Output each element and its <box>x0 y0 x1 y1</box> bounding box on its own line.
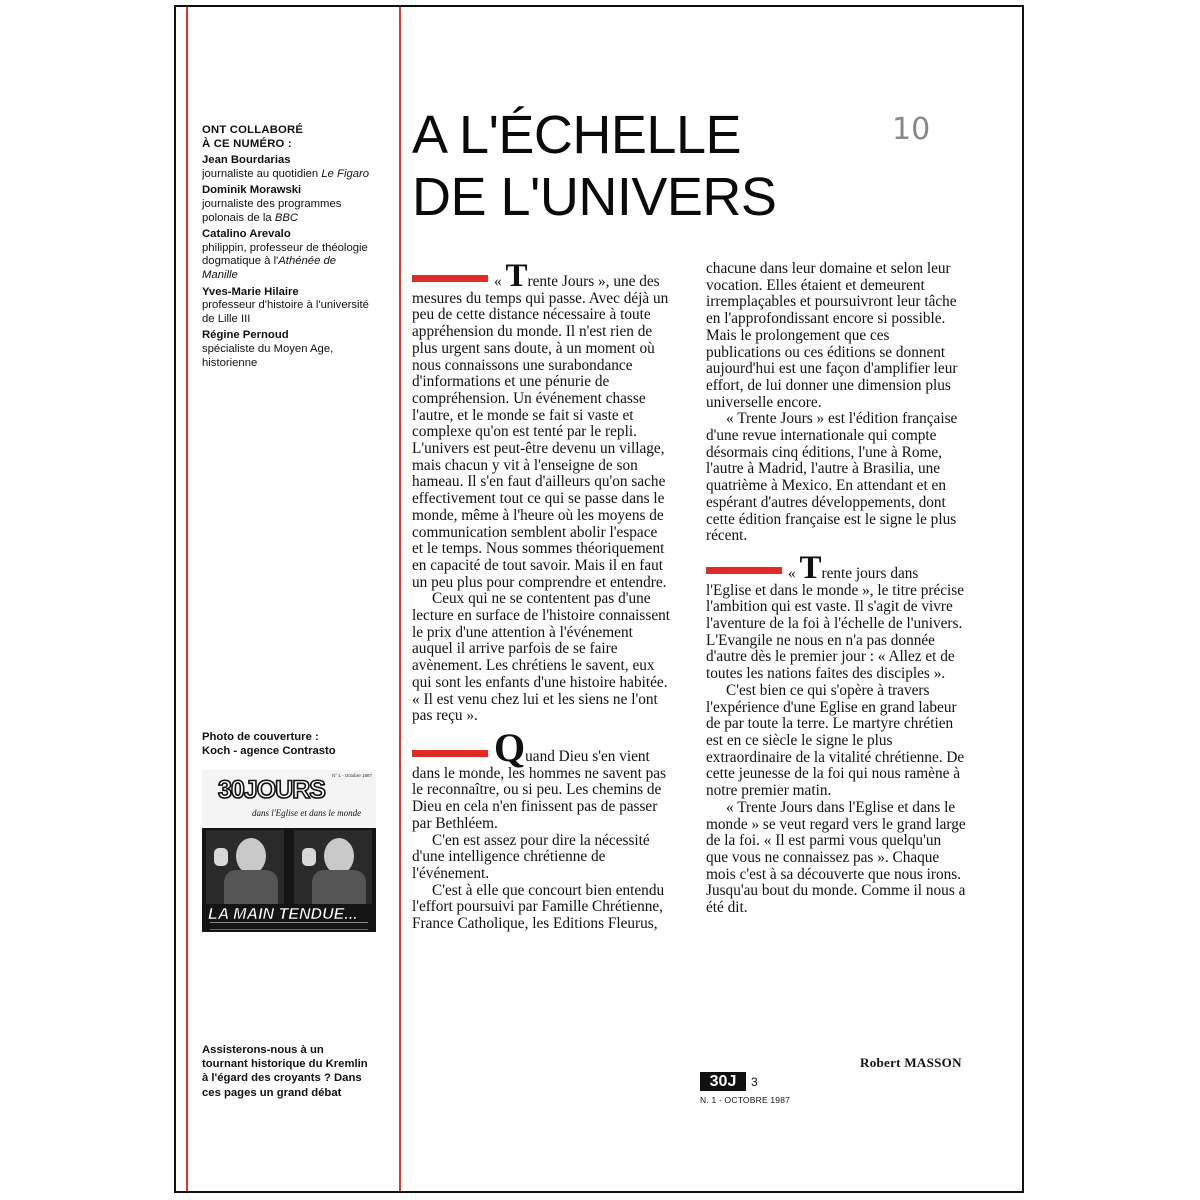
paragraph: « Trente Jours » est l'édition française d'une revue internationale qui compte désormais cinq éditions, l'une à Rome, l'autre à Madrid, l'autre à Brasilia, une quatrième à Mexico. En attendant et en espérant d'autres développements, dont cette édition française est le signe le plus récent. <box>706 410 958 545</box>
contributor-entry <box>202 286 374 327</box>
cover-caption: Assisterons-nous à un tournant historique du Kremlin à l'égard des croyants ? Dans ces pages un grand débat <box>202 1044 368 1099</box>
article-column-2 <box>706 261 966 917</box>
paragraph: chacune dans leur domaine et selon leur vocation. Elles étaient et demeurent irremplaçables et poursuivront leur tâche en l'approfondissant encore si possible. <box>706 260 957 328</box>
author-signature: Robert MASSON <box>860 1055 962 1070</box>
article-column-1 <box>412 258 672 933</box>
footer-logo: 30J <box>700 1072 746 1091</box>
cover-small-print <box>210 922 368 930</box>
contributor-description: spécialiste du Moyen Age, historienne <box>202 342 334 369</box>
contributor-name: Dominik Morawski <box>202 184 302 197</box>
left-red-rule <box>186 7 188 1191</box>
drop-cap: Q <box>494 724 526 770</box>
handwritten-number: 10 <box>892 112 931 147</box>
contributor-description: philippin, professeur de théologie dogmatique à l'Athénée de Manille <box>202 241 368 281</box>
contributor-name: Catalino Arevalo <box>202 228 291 241</box>
paragraph: « Trente Jours dans l'Eglise et dans le monde » se veut regard vers le grand large de la foi. « Il est parmi vous quelqu'un que vous ne connaissez pas ». Chaque mois c'est à sa découverte que nous irons. Jusqu'au bout du monde. Comme il nous a été dit. <box>706 798 966 917</box>
red-section-bar <box>706 567 782 574</box>
cover-date: N° 1 - Octobre 1987 <box>331 773 372 778</box>
magazine-cover-thumbnail <box>202 770 376 932</box>
paragraph: Ceux qui ne se contentent pas d'une lecture en surface de l'histoire connaissent le prix d'une attention à l'événement auquel il arrive parfois de se faire avènement. Les chrétiens le savent, eux qui sont les enfants d'une histoire habitée. « Il est venu chez lui et les siens ne l'ont pas reçu ». <box>412 590 671 725</box>
paragraph: C'en est assez pour dire la nécessité d'une intelligence chrétienne de l'événement. <box>412 831 650 882</box>
contributor-entry <box>202 184 374 225</box>
column-red-rule <box>399 7 401 1191</box>
cover-photo-right <box>294 830 372 904</box>
contributor-entry <box>202 154 374 181</box>
red-section-bar <box>412 275 488 282</box>
contributors-sidebar <box>202 124 374 370</box>
contributor-description: journaliste au quotidien Le Figaro <box>202 167 370 180</box>
paragraph: Mais le prolongement que ces publications ou ces éditions se donnent aujourd'hui est une façon d'amplifier leur effort, de lui donner une dimension plus universelle encore. <box>706 326 958 411</box>
issue-info: N. 1 - OCTOBRE 1987 <box>700 1095 791 1105</box>
article-title: A L'ÉCHELLE DE L'UNIVERS <box>412 105 777 227</box>
contributor-entry <box>202 228 374 282</box>
drop-cap: T <box>799 549 822 586</box>
contributor-name: Yves-Marie Hilaire <box>202 285 299 298</box>
red-section-bar <box>412 750 488 757</box>
drop-cap: T <box>505 258 528 294</box>
paragraph: C'est bien ce qui s'opère à travers l'expérience d'une Eglise en grand labeur de par toute la terre. Le martyre chrétien est en ce siècle le signe le plus extraordinaire de la vitalité chrétienne. De cette jeunesse de la foi qui nous ramène à notre premier matin. <box>706 681 965 800</box>
cover-photo-credit: Photo de couverture : Koch - agence Contrasto <box>202 731 336 757</box>
cover-masthead <box>202 770 376 828</box>
cover-headline: LA MAIN TENDUE... <box>208 906 358 923</box>
contributor-name: Régine Pernoud <box>202 329 289 342</box>
page-number: 3 <box>751 1075 758 1089</box>
contributor-description: professeur d'histoire à l'université de Lille III <box>202 299 369 325</box>
contributors-heading: ONT COLLABORÉ À CE NUMÉRO : <box>202 124 304 150</box>
cover-subtitle: dans l'Eglise et dans le monde <box>252 808 362 818</box>
paragraph: Quand Dieu s'en vient dans le monde, les hommes ne savent pas le reconnaître, ou si peu. Les chemins de Dieu en cela n'en finissent pas de passer par Bethléem. <box>412 724 667 832</box>
paragraph: C'est à elle que concourt bien entendu l'effort poursuivi par Famille Chrétienne, France Catholique, les Editions Fleurus, <box>412 881 665 933</box>
paragraph: « Trente Jours », une des mesures du temps qui passe. Avec déjà un peu de cette distance nécessaire à toute appréhension du monde. Il n'est rien de plus urgent sans doute, à un moment où nous connaissons une surabondance d'informations et une pénurie de compréhension. Un événement chasse l'autre, et le monde se fait si vaste et complexe qu'on est tenté par le repli. L'univers est peut-être devenu un village, mais chacun y vit à l'enseigne de son hameau. Il s'en faut d'ailleurs qu'on sache effectivement tout ce qui se passe dans le monde, même à l'heure où les moyens de communication semblent abolir l'espace et le temps. Nous sommes théoriquement en capacité de tout savoir. Mais il en faut un peu plus pour comprendre et entendre. <box>412 258 669 591</box>
contributor-entry <box>202 329 374 370</box>
contributor-description: journaliste des programmes polonais de la BBC <box>202 197 342 224</box>
cover-logo: 30JOURS <box>218 776 325 804</box>
cover-photo-left <box>206 830 284 904</box>
paragraph: « Trente jours dans l'Eglise et dans le monde », le titre précise l'ambition qui est vaste. Il s'agit de vivre l'aventure de la foi à l'échelle de l'univers. L'Evangile ne nous en n'a pas donnée d'autre dès le premier jour : « Allez et de toutes les nations faites des disciples ». <box>706 549 965 683</box>
contributor-name: Jean Bourdarias <box>202 154 291 167</box>
